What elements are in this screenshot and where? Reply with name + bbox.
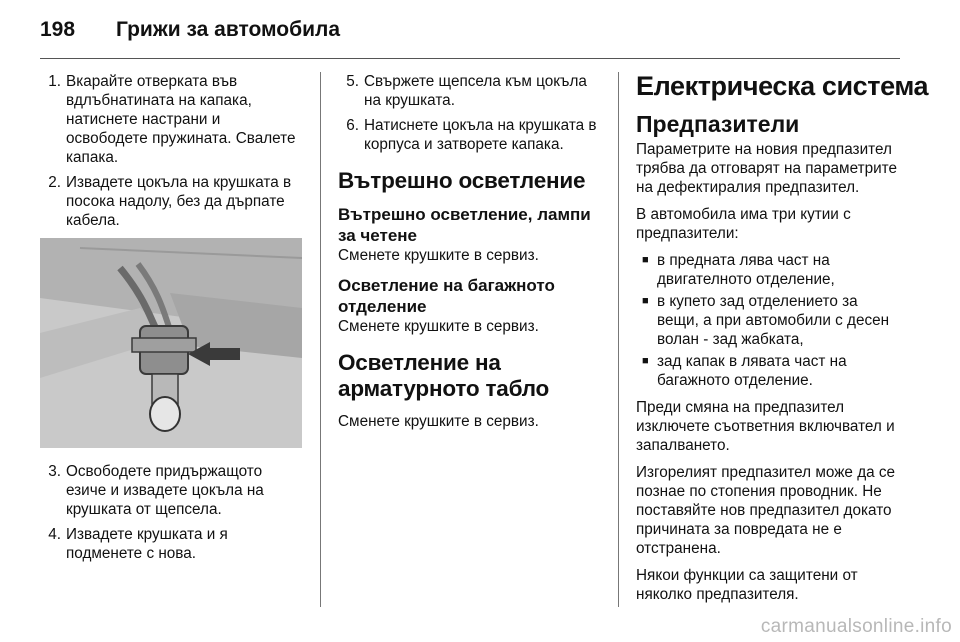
steps-list-top [40, 72, 302, 230]
step-text: Освободете придържащото езиче и извадете цокъла на крушката от щепсела. [66, 463, 264, 518]
steps-list-bottom [40, 462, 302, 563]
list-item [636, 292, 900, 349]
step-text: Извадете крушката и я подменете с нова. [66, 526, 228, 562]
step-number: 6. [346, 117, 359, 134]
step-item [338, 116, 606, 154]
section-title-interior-lighting: Вътрешно осветление [338, 168, 586, 193]
column-divider-2 [618, 72, 619, 607]
column-1 [40, 72, 302, 569]
steps-list-continued [338, 72, 606, 154]
column-divider-1 [320, 72, 321, 607]
subsection-title-trunk-lighting: Осветление на багажното отделение [338, 276, 555, 316]
reading-lamps-text: Сменете крушките в сервиз. [338, 247, 539, 264]
fuses-paragraph-5: Някои функции са защитени от няколко предпазителя. [636, 567, 858, 603]
section-title-fuses: Предпазители [636, 111, 800, 137]
fuse-box-list [636, 251, 900, 390]
bullet-icon: ■ [642, 355, 649, 367]
step-text: Извадете цокъла на крушката в посока надолу, без да дърпате кабела. [66, 174, 292, 229]
chapter-title: Грижи за автомобила [116, 18, 341, 41]
trunk-lighting-text: Сменете крушките в сервиз. [338, 318, 539, 335]
list-item [636, 352, 900, 390]
list-item-text: в купето зад отделението за вещи, а при автомобили с десен волан - зад жабката, [657, 293, 890, 348]
page-number: 198 [40, 18, 76, 41]
watermark-link[interactable]: carmanualsonline.info [760, 616, 952, 637]
bullet-icon: ■ [642, 254, 649, 266]
section-title-dashboard-lighting: Осветление на арматурното табло [338, 350, 550, 401]
page-header [0, 0, 960, 58]
step-text: Натиснете цокъла на крушката в корпуса и затворете капака. [364, 117, 597, 153]
step-item [338, 72, 606, 110]
step-text: Свържете щепсела към цокъла на крушката. [364, 73, 587, 109]
step-item [40, 72, 302, 167]
main-title-electrical-system: Електрическа система [636, 71, 929, 101]
step-item [40, 173, 302, 230]
fuses-paragraph-3: Преди смяна на предпазител изключете съответния включвател и запалването. [636, 399, 895, 454]
bulb-socket-illustration-icon [40, 238, 302, 448]
column-2 [338, 72, 606, 439]
fuses-paragraph-1: Параметрите на новия предпазител трябва да отговарят на параметрите на дефектиралия предпазител. [636, 141, 897, 196]
step-number: 3. [48, 463, 61, 480]
list-item-text: в предната лява част на двигателното отделение, [657, 252, 835, 288]
subsection-title-reading-lamps: Вътрешно осветление, лампи за четене [338, 205, 591, 245]
bulb-socket-figure [40, 238, 302, 448]
step-item [40, 462, 302, 519]
step-number: 4. [48, 526, 61, 543]
bullet-icon: ■ [642, 295, 649, 307]
list-item [636, 251, 900, 289]
step-number: 1. [48, 73, 61, 90]
header-rule [40, 58, 900, 59]
fuses-paragraph-4: Изгорелият предпазител може да се познае по стопения проводник. Не поставяйте нов предпазител докато причината за повредата не е отстранена. [636, 464, 896, 557]
fuses-paragraph-2: В автомобила има три кутии с предпазители: [636, 206, 851, 242]
step-number: 2. [48, 174, 61, 191]
step-number: 5. [346, 73, 359, 90]
step-text: Вкарайте отверката във вдлъбнатината на капака, натиснете настрани и освободете пружината. Свалете капака. [66, 73, 296, 166]
step-item [40, 525, 302, 563]
list-item-text: зад капак в лявата част на багажното отделение. [657, 353, 847, 389]
column-3 [636, 71, 929, 612]
dashboard-lighting-text: Сменете крушките в сервиз. [338, 413, 539, 430]
